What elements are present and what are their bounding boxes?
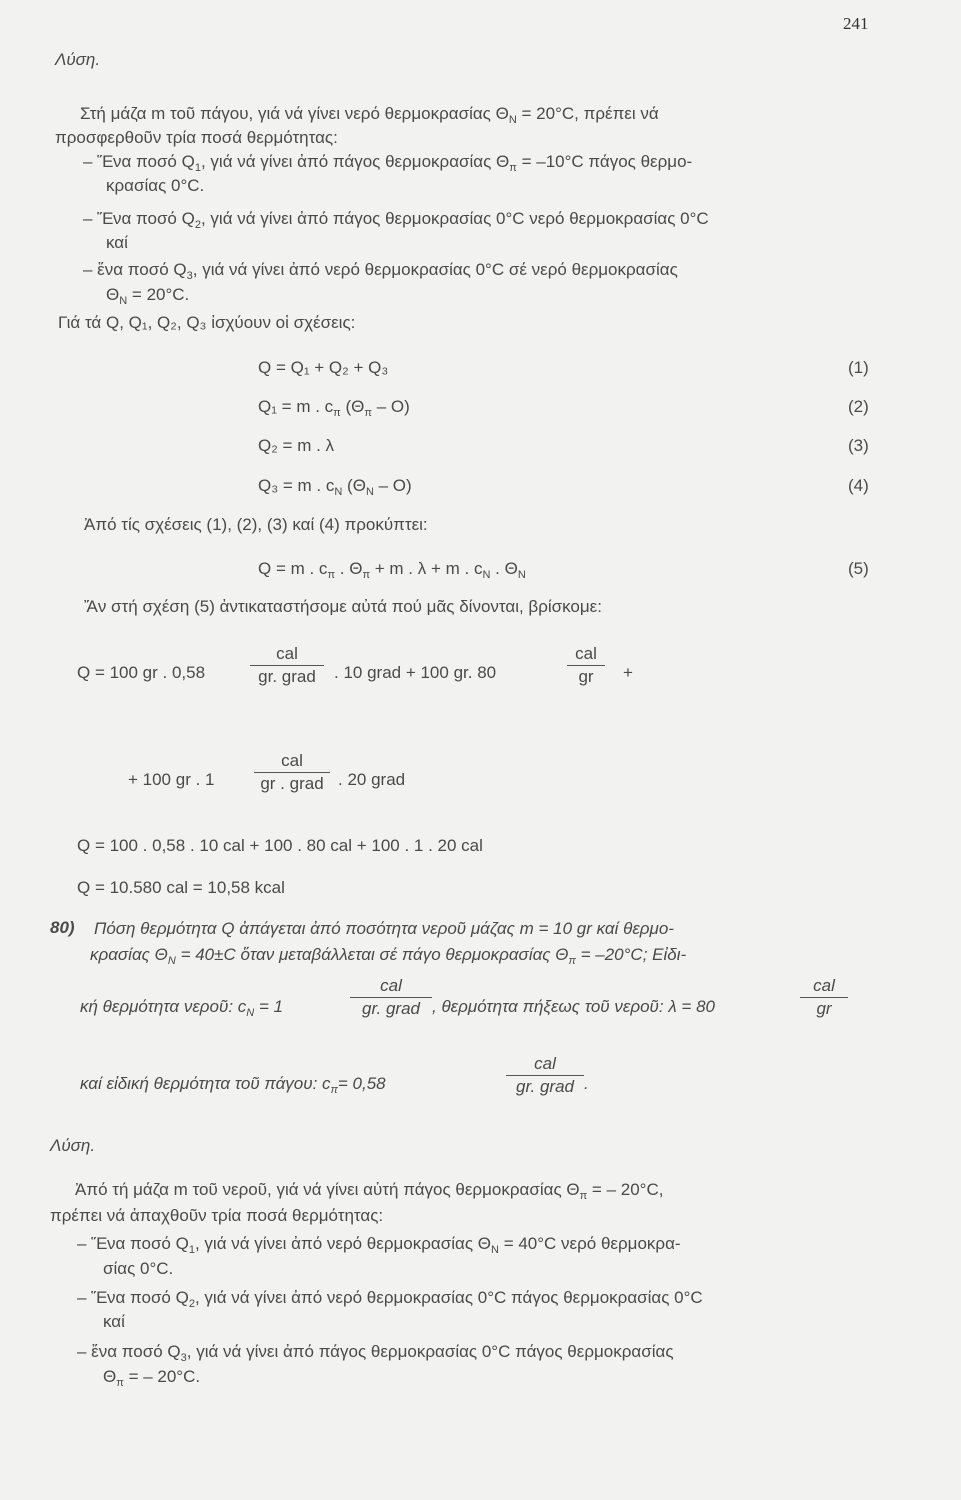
problem-line2: κρασίας $\Theta_N = 40\pm C$ ὅταν μεταβάλλεται σέ πάγο θερμοκρασίας $\Theta_\pi = -20^\circ C$; Εἰδι- — [90, 945, 687, 967]
equation-1-number: (1) — [848, 358, 869, 377]
solution-heading: Λύση. — [55, 50, 101, 69]
equation-4: Q₃ = m . $c_N$ $(\Theta_N - O)$ — [258, 476, 412, 498]
equation-3: Q₂ = m . λ — [258, 436, 335, 455]
sol2-item3-line2: $\Theta_\pi$ = – 20°C. — [103, 1367, 201, 1389]
page-number: 241 — [843, 14, 869, 33]
problem-line1: Πόση θερμότητα Q ἀπάγεται ἀπό ποσότητα νεροῦ μάζας m = 10 gr καί θερμο- — [94, 919, 674, 938]
problem-line3a: κή θερμότητα νεροῦ: $c_N = 1$ — [80, 997, 284, 1019]
equation-5: Q = m . $c_\pi$ . $\Theta_\pi + m$ . λ + m . $c_N$ . $\Theta_N$ — [258, 559, 526, 581]
problem-fraction-cn: cal gr. grad — [350, 976, 432, 1019]
relations-intro: Γιά τά Q, Q₁, Q₂, Q₃ ἰσχύουν οἱ σχέσεις: — [58, 313, 356, 332]
sol2-item1-line1: – Ἕνα ποσό $Q_1$, γιά νά γίνει ἀπό νερό θερμοκρασίας $\Theta_N = 40^\circ C$ νερό θερμοκρα- — [77, 1234, 681, 1256]
equation-2-number: (2) — [848, 397, 869, 416]
calc1-part-b: . 10 grad + 100 gr. 80 — [334, 663, 497, 682]
calc2-part-b: . 20 grad — [338, 770, 406, 789]
sol2-intro-line2: πρέπει νά ἀπαχθοῦν τρία ποσά θερμότητας: — [50, 1206, 384, 1225]
equation-1: Q = Q₁ + Q₂ + Q₃ — [258, 358, 389, 377]
equation-3-number: (3) — [848, 436, 869, 455]
problem-fraction-cp: cal gr. grad — [506, 1054, 584, 1097]
sol1-item1-line2: κρασίας 0°C. — [106, 176, 205, 195]
sol1-item1-line1: – Ἕνα ποσό $Q_1$, γιά νά γίνει ἀπό πάγος θερμοκρασίας $\Theta_\pi = -10^\circ C$ πάγος θερμο- — [83, 152, 693, 174]
problem-fraction-lambda: cal gr — [800, 976, 848, 1019]
sol1-item2-line1: – Ἕνα ποσό $Q_2$, γιά νά γίνει ἀπό πάγος θερμοκρασίας 0°C νερό θερμοκρασίας 0°C — [83, 209, 709, 231]
problem-line4a: καί εἰδική θερμότητα τοῦ πάγου: $c_\pi= 0,58$ — [80, 1074, 386, 1096]
sol1-item3-line2: $\Theta_N = 20^\circ C$. — [106, 285, 190, 307]
calc2-part-a: + 100 gr . 1 — [128, 770, 215, 789]
problem-line4c: . — [584, 1074, 589, 1093]
substitution-intro: Ἄν στή σχέση (5) ἀντικαταστήσομε αὐτά πού μᾶς δίνονται, βρίσκομε: — [84, 597, 602, 616]
calc2-fraction: cal gr . grad — [254, 751, 330, 794]
sol1-item3-line1: – ἕνα ποσό $Q_3$, γιά νά γίνει ἀπό νερό θερμοκρασίας 0°C σέ νερό θερμοκρασίας — [83, 260, 678, 282]
equation-4-number: (4) — [848, 476, 869, 495]
calc4: Q = 10.580 cal = 10,58 kcal — [77, 878, 285, 897]
calc1-plus: + — [623, 663, 633, 682]
derive-intro: Ἀπό τίς σχέσεις (1), (2), (3) καί (4) προκύπτει: — [84, 515, 428, 534]
sol2-item1-line2: σίας 0°C. — [103, 1259, 174, 1278]
calc1-part-a: Q = 100 gr . 0,58 — [77, 663, 206, 682]
problem-line3c: , θερμότητα πήξεως τοῦ νεροῦ: λ = 80 — [432, 997, 715, 1016]
sol2-item3-line1: – ἕνα ποσό $Q_3$, γιά νά γίνει ἀπό πάγος θερμοκρασίας 0°C πάγος θερμοκρασίας — [77, 1342, 674, 1364]
sol1-intro-line1: Στή μάζα m τοῦ πάγου, γιά νά γίνει νερό θερμοκρασίας $\Theta_N = 20^\circ C$, πρέπει νά — [80, 104, 659, 126]
calc1-fraction-1: cal gr. grad — [250, 644, 324, 687]
sol2-intro-line1: Ἀπό τή μάζα m τοῦ νεροῦ, γιά νά γίνει αὐτή πάγος θερμοκρασίας $\Theta_\pi$ = – 20°C, — [75, 1180, 664, 1202]
sol2-item2-line2: καί — [103, 1312, 125, 1331]
calc3: Q = 100 . 0,58 . 10 cal + 100 . 80 cal + 100 . 1 . 20 cal — [77, 836, 483, 855]
calc1-fraction-2: cal gr — [567, 644, 605, 687]
problem-number: 80) — [50, 918, 75, 937]
sol1-intro-line2: προσφερθοῦν τρία ποσά θερμότητας: — [55, 128, 338, 147]
equation-2: Q₁ = m . $c_\pi$ $(\Theta_\pi - O)$ — [258, 397, 410, 419]
sol2-item2-line1: – Ἕνα ποσό $Q_2$, γιά νά γίνει ἀπό νερό θερμοκρασίας 0°C πάγος θερμοκρασίας 0°C — [77, 1288, 703, 1310]
sol1-item2-line2: καί — [106, 233, 128, 252]
equation-5-number: (5) — [848, 559, 869, 578]
solution2-heading: Λύση. — [50, 1136, 96, 1155]
